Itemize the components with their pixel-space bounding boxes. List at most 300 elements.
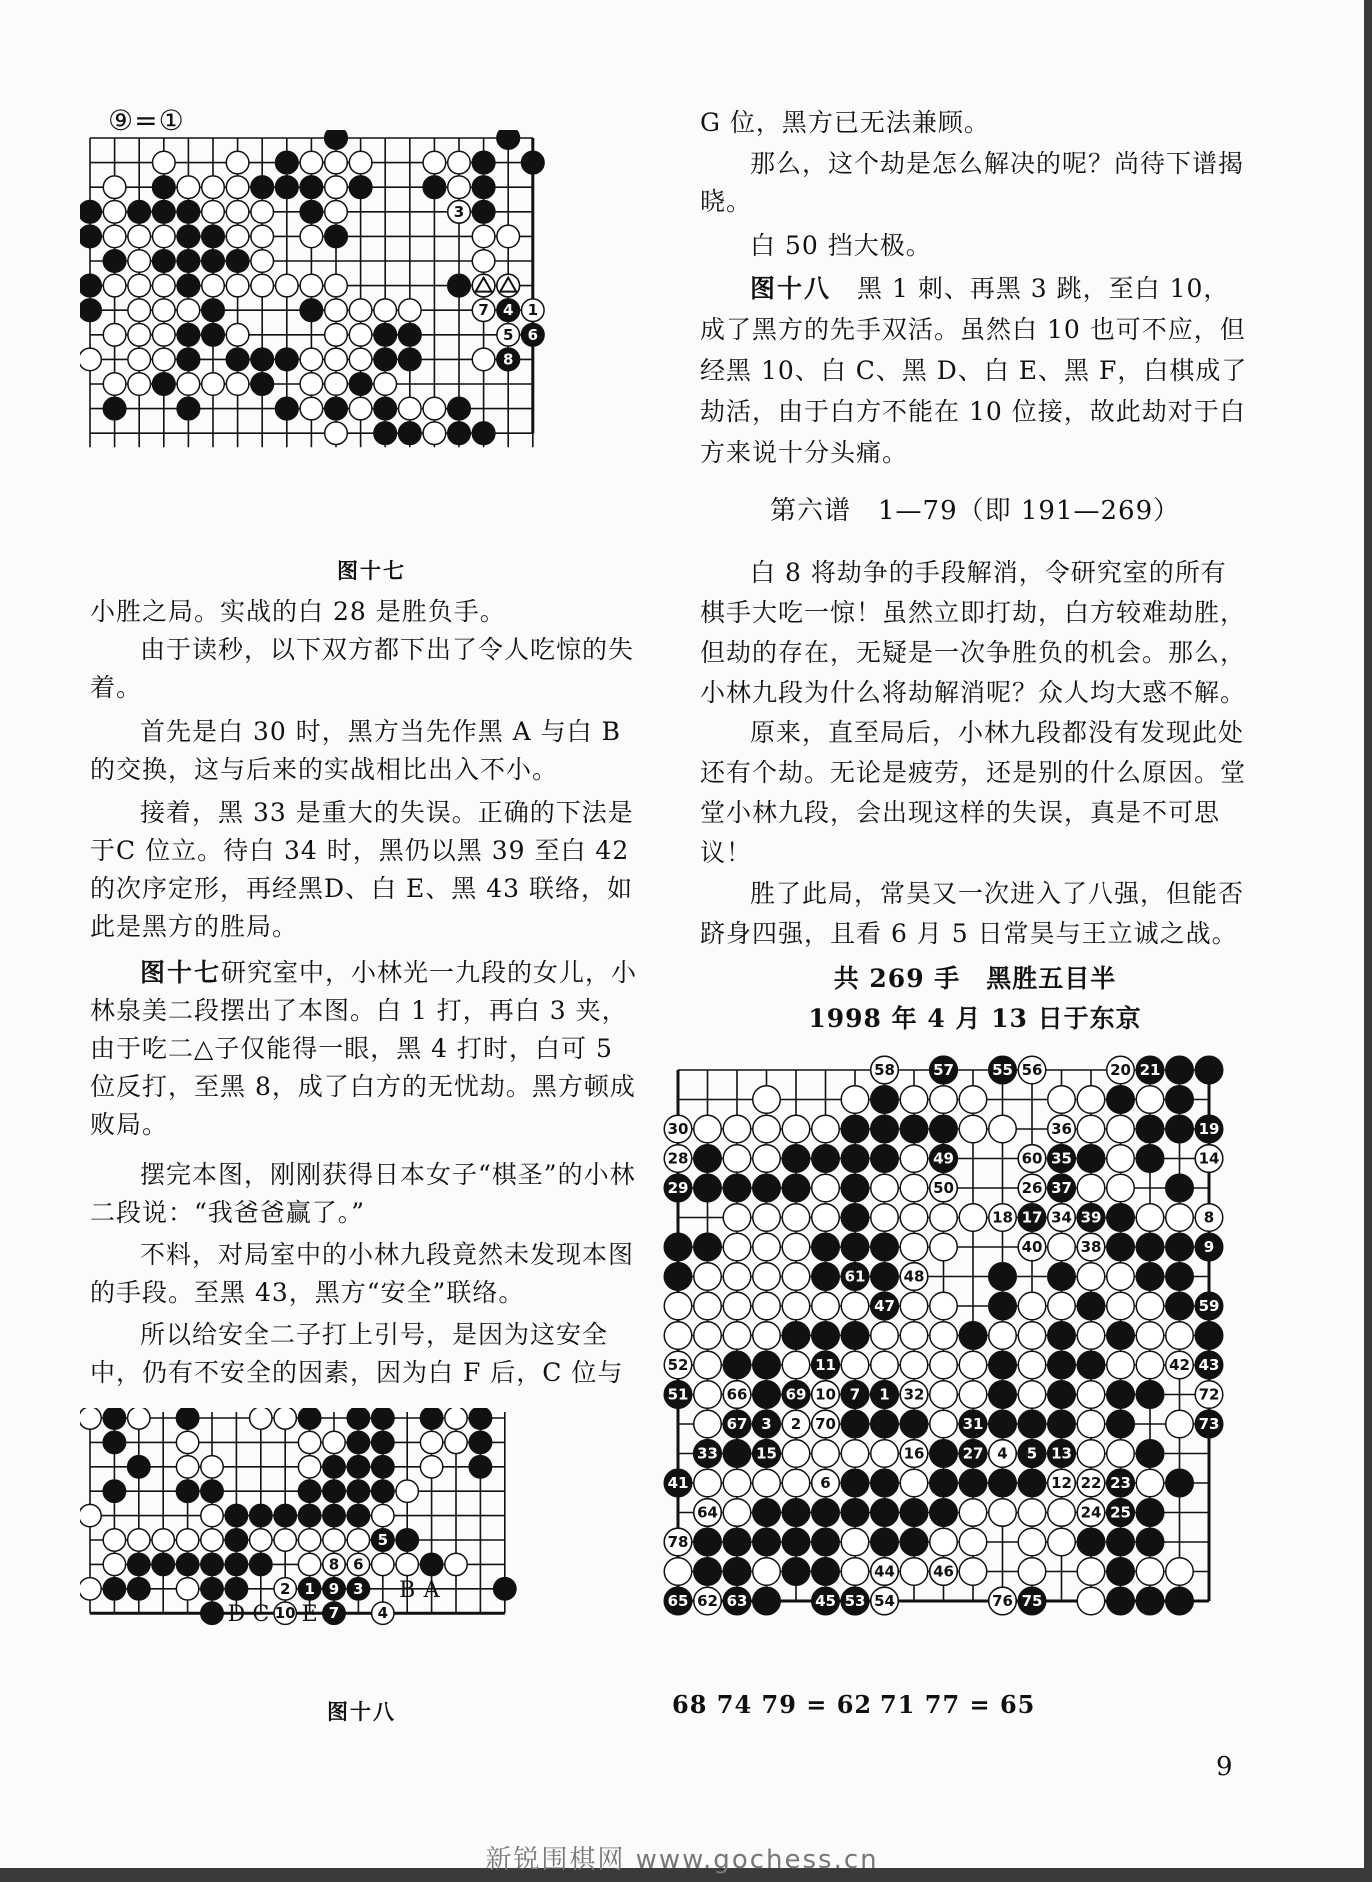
white-stone bbox=[812, 1292, 840, 1320]
white-stone bbox=[900, 1145, 928, 1173]
white-stone bbox=[1136, 1292, 1164, 1320]
black-stone bbox=[399, 324, 422, 347]
move-number: 6 bbox=[353, 1555, 364, 1574]
white-stone bbox=[445, 1553, 467, 1575]
white-stone bbox=[325, 348, 348, 371]
white-stone bbox=[226, 225, 249, 248]
move-number: 4 bbox=[377, 1604, 389, 1623]
black-stone bbox=[723, 1440, 751, 1468]
black-stone bbox=[841, 1233, 869, 1261]
white-stone bbox=[930, 1086, 958, 1114]
black-stone bbox=[1107, 1322, 1135, 1350]
white-stone bbox=[900, 1322, 928, 1350]
white-stone bbox=[80, 1504, 101, 1526]
white-stone bbox=[80, 1578, 101, 1600]
white-stone bbox=[276, 274, 299, 297]
black-stone bbox=[1107, 1558, 1135, 1586]
white-stone bbox=[472, 250, 495, 273]
black-stone bbox=[298, 1504, 320, 1526]
white-stone bbox=[1077, 1440, 1105, 1468]
move-number: 5 bbox=[502, 325, 514, 344]
black-stone bbox=[251, 176, 274, 199]
black-stone bbox=[1166, 1086, 1194, 1114]
white-stone bbox=[372, 1504, 394, 1526]
right-paragraph-2: 那么，这个劫是怎么解决的呢？尚待下谱揭晓。 bbox=[700, 149, 1245, 216]
white-stone bbox=[251, 201, 274, 224]
black-stone bbox=[103, 1431, 125, 1453]
black-stone bbox=[128, 1553, 150, 1575]
move-number: 8 bbox=[1203, 1208, 1215, 1227]
white-stone bbox=[930, 1204, 958, 1232]
move-number: 39 bbox=[1080, 1208, 1102, 1227]
white-stone bbox=[1018, 1528, 1046, 1556]
white-stone bbox=[841, 1440, 869, 1468]
white-stone bbox=[80, 1408, 101, 1429]
black-stone bbox=[1136, 1263, 1164, 1291]
move-number: 73 bbox=[1198, 1415, 1220, 1433]
white-stone bbox=[349, 151, 372, 174]
black-stone bbox=[1166, 1292, 1194, 1320]
white-stone bbox=[298, 1456, 320, 1478]
black-stone bbox=[472, 151, 495, 174]
move-number: 9 bbox=[1203, 1238, 1215, 1256]
white-stone bbox=[782, 1233, 810, 1261]
black-stone bbox=[959, 1322, 987, 1350]
black-stone bbox=[347, 1456, 369, 1478]
black-stone bbox=[1107, 1410, 1135, 1438]
move-number: 69 bbox=[785, 1385, 807, 1404]
black-stone bbox=[226, 250, 249, 273]
move-number: 54 bbox=[874, 1592, 895, 1610]
white-stone bbox=[445, 1431, 467, 1453]
move-number: 63 bbox=[726, 1592, 748, 1610]
move-number: 72 bbox=[1198, 1385, 1220, 1404]
black-stone bbox=[300, 201, 323, 224]
black-stone bbox=[989, 1263, 1017, 1291]
white-stone bbox=[399, 397, 422, 420]
black-stone bbox=[374, 397, 397, 420]
black-stone bbox=[472, 201, 495, 224]
black-stone bbox=[472, 176, 495, 199]
black-stone bbox=[1166, 1115, 1194, 1143]
black-stone bbox=[469, 1456, 491, 1478]
black-stone bbox=[1048, 1322, 1076, 1350]
black-stone bbox=[841, 1499, 869, 1527]
black-stone bbox=[298, 1408, 320, 1429]
white-stone bbox=[1107, 1292, 1135, 1320]
white-stone bbox=[1048, 1086, 1076, 1114]
black-stone bbox=[225, 1553, 247, 1575]
white-stone bbox=[349, 324, 372, 347]
move-number: 76 bbox=[992, 1592, 1013, 1610]
black-stone bbox=[694, 1145, 722, 1173]
white-stone bbox=[782, 1204, 810, 1232]
black-stone bbox=[871, 1528, 899, 1556]
black-stone bbox=[753, 1174, 781, 1202]
white-stone bbox=[841, 1351, 869, 1379]
black-stone bbox=[841, 1204, 869, 1232]
black-stone bbox=[871, 1086, 899, 1114]
black-stone bbox=[1048, 1381, 1076, 1409]
move-number: 53 bbox=[844, 1592, 866, 1610]
move-number: 10 bbox=[274, 1604, 296, 1623]
move-number: 16 bbox=[903, 1444, 925, 1463]
white-stone bbox=[871, 1351, 899, 1379]
white-stone bbox=[930, 1351, 958, 1379]
white-stone bbox=[1166, 1558, 1194, 1586]
white-stone bbox=[723, 1263, 751, 1291]
section-title: 第六谱 1—79（即 191—269） bbox=[770, 496, 1181, 526]
white-stone bbox=[1077, 1115, 1105, 1143]
black-stone bbox=[1107, 1233, 1135, 1261]
white-stone bbox=[153, 299, 176, 322]
white-stone bbox=[103, 274, 126, 297]
black-stone bbox=[497, 130, 520, 149]
black-stone bbox=[1018, 1410, 1046, 1438]
right-paragraph-4-text: 黑 1 刺、再黑 3 跳，至白 10，成了黑方的先手双活。虽然白 10 也可不应，但经黑 10、白 C、黑 D、白 E、黑 F，白棋成了劫活，由于白方不能在 10 位接，故此劫对于白方来说十分头痛。 bbox=[700, 274, 1248, 467]
black-stone bbox=[323, 1456, 345, 1478]
black-stone bbox=[1136, 1233, 1164, 1261]
black-stone bbox=[374, 348, 397, 371]
black-stone bbox=[349, 373, 372, 396]
black-stone bbox=[347, 1504, 369, 1526]
move-number: 35 bbox=[1051, 1149, 1072, 1168]
white-stone bbox=[349, 299, 372, 322]
black-stone bbox=[225, 1504, 247, 1526]
white-stone bbox=[1107, 1263, 1135, 1291]
white-stone bbox=[226, 151, 249, 174]
black-stone bbox=[1077, 1351, 1105, 1379]
move-number: 7 bbox=[478, 301, 489, 320]
move-number: 58 bbox=[874, 1061, 895, 1079]
move-number: 37 bbox=[1051, 1179, 1072, 1197]
white-stone bbox=[153, 324, 176, 347]
move-number: 55 bbox=[992, 1061, 1013, 1079]
white-stone bbox=[448, 176, 471, 199]
diagram18-caption: 图十八 bbox=[327, 1699, 396, 1724]
black-stone bbox=[1018, 1469, 1046, 1497]
white-stone bbox=[448, 151, 471, 174]
white-stone bbox=[753, 1233, 781, 1261]
white-stone bbox=[753, 1469, 781, 1497]
black-stone bbox=[420, 1553, 442, 1575]
diagram17-note: ⑨=① bbox=[108, 104, 185, 137]
white-stone bbox=[841, 1292, 869, 1320]
move-number: 5 bbox=[377, 1531, 389, 1549]
point-label: A bbox=[423, 1577, 440, 1603]
white-stone bbox=[349, 348, 372, 371]
white-stone bbox=[128, 274, 151, 297]
black-stone bbox=[80, 225, 101, 248]
white-stone bbox=[325, 299, 348, 322]
white-stone bbox=[251, 250, 274, 273]
white-stone bbox=[959, 1204, 987, 1232]
move-number: 50 bbox=[933, 1179, 954, 1197]
black-stone bbox=[153, 176, 176, 199]
white-stone bbox=[753, 1322, 781, 1350]
black-stone bbox=[1166, 1174, 1194, 1202]
black-stone bbox=[201, 1553, 223, 1575]
black-stone bbox=[298, 1480, 320, 1502]
move-number: 4 bbox=[997, 1444, 1008, 1463]
right-paragraph-6: 原来，直至局后，小林九段都没有发现此处还有个劫。无论是疲劳，还是别的什么原因。堂堂小林九段，会出现这样的失误，真是不可思议！ bbox=[700, 718, 1247, 867]
black-stone bbox=[128, 1578, 150, 1600]
black-stone bbox=[202, 324, 225, 347]
go-board-record-6 bbox=[656, 1048, 1284, 1688]
left-paragraph-7: 不料，对局室中的小林九段竟然未发现本图的手段。至黑 43，黑方“安全”联络。 bbox=[90, 1240, 635, 1307]
move-number: 32 bbox=[903, 1385, 925, 1404]
move-number: 42 bbox=[1169, 1356, 1190, 1374]
white-stone bbox=[226, 176, 249, 199]
black-stone bbox=[1048, 1351, 1076, 1379]
white-stone bbox=[959, 1558, 987, 1586]
left-paragraph-8: 所以给安全二子打上引号，是因为这安全中，仍有不安全的因素，因为白 F 后，C 位与 bbox=[90, 1320, 624, 1387]
white-stone bbox=[694, 1263, 722, 1291]
black-stone bbox=[841, 1469, 869, 1497]
white-stone bbox=[900, 1558, 928, 1586]
move-number: 12 bbox=[1051, 1474, 1072, 1492]
black-stone bbox=[226, 348, 249, 371]
black-stone bbox=[1048, 1410, 1076, 1438]
black-stone bbox=[871, 1469, 899, 1497]
white-stone bbox=[202, 373, 225, 396]
black-stone bbox=[225, 1529, 247, 1551]
white-stone bbox=[300, 151, 323, 174]
move-number: 23 bbox=[1110, 1474, 1131, 1492]
black-stone bbox=[423, 176, 446, 199]
black-stone bbox=[522, 151, 545, 174]
black-stone bbox=[152, 1553, 174, 1575]
black-stone bbox=[959, 1469, 987, 1497]
black-stone bbox=[664, 1233, 692, 1261]
move-number: 33 bbox=[697, 1444, 718, 1463]
black-stone bbox=[989, 1410, 1017, 1438]
black-stone bbox=[989, 1351, 1017, 1379]
black-stone bbox=[448, 397, 471, 420]
white-stone bbox=[153, 151, 176, 174]
black-stone bbox=[201, 1578, 223, 1600]
black-stone bbox=[841, 1174, 869, 1202]
black-stone bbox=[128, 1456, 150, 1478]
white-stone bbox=[959, 1351, 987, 1379]
white-stone bbox=[226, 373, 249, 396]
white-stone bbox=[1136, 1204, 1164, 1232]
move-number: 2 bbox=[279, 1579, 291, 1598]
white-stone bbox=[812, 1204, 840, 1232]
black-stone bbox=[1166, 1587, 1194, 1615]
white-stone bbox=[753, 1558, 781, 1586]
white-stone bbox=[250, 1408, 272, 1429]
black-stone bbox=[300, 299, 323, 322]
move-number: 2 bbox=[790, 1415, 802, 1433]
white-stone bbox=[664, 1292, 692, 1320]
white-stone bbox=[1048, 1499, 1076, 1527]
white-stone bbox=[900, 1204, 928, 1232]
move-number: 67 bbox=[726, 1415, 748, 1433]
white-stone bbox=[900, 1292, 928, 1320]
white-stone bbox=[323, 1431, 345, 1453]
white-stone bbox=[300, 274, 323, 297]
white-stone bbox=[782, 1292, 810, 1320]
white-stone bbox=[1077, 1410, 1105, 1438]
move-number: 31 bbox=[962, 1415, 984, 1433]
white-stone bbox=[871, 1322, 899, 1350]
black-stone bbox=[472, 422, 495, 445]
black-stone bbox=[694, 1233, 722, 1261]
white-stone bbox=[251, 274, 274, 297]
move-number: 46 bbox=[933, 1562, 954, 1581]
white-stone bbox=[423, 397, 446, 420]
black-stone bbox=[723, 1558, 751, 1586]
black-stone bbox=[250, 1504, 272, 1526]
white-stone bbox=[782, 1351, 810, 1379]
white-stone bbox=[1077, 1381, 1105, 1409]
move-number: 19 bbox=[1198, 1120, 1220, 1138]
white-stone bbox=[782, 1469, 810, 1497]
white-stone bbox=[103, 324, 126, 347]
black-stone bbox=[841, 1115, 869, 1143]
black-stone bbox=[202, 250, 225, 273]
white-stone bbox=[930, 1528, 958, 1556]
black-stone bbox=[871, 1263, 899, 1291]
white-stone bbox=[300, 397, 323, 420]
left-paragraph-5-text: 研究室中，小林光一九段的女儿，小林泉美二段摆出了本图。白 1 打，再白 3 夹，由于吃二△子仅能得一眼，黑 4 打时，白可 5 位反打，至黑 8，成了白方的无忧劫。黑方顿成败局。 bbox=[90, 958, 638, 1139]
black-stone bbox=[1077, 1145, 1105, 1173]
white-stone bbox=[128, 324, 151, 347]
black-stone bbox=[930, 1499, 958, 1527]
white-stone bbox=[723, 1292, 751, 1320]
black-stone bbox=[347, 1431, 369, 1453]
move-number: 27 bbox=[962, 1444, 984, 1463]
black-stone bbox=[871, 1115, 899, 1143]
black-stone bbox=[177, 250, 200, 273]
move-number: 11 bbox=[815, 1356, 836, 1374]
white-stone bbox=[103, 225, 126, 248]
white-stone bbox=[300, 348, 323, 371]
black-stone bbox=[812, 1558, 840, 1586]
white-stone bbox=[201, 1456, 223, 1478]
black-stone bbox=[1195, 1056, 1223, 1084]
white-stone bbox=[323, 1529, 345, 1551]
game-result: 共 269 手 黑胜五目半 bbox=[833, 964, 1117, 993]
move-number: 3 bbox=[353, 1579, 364, 1598]
move-number: 5 bbox=[1026, 1444, 1038, 1463]
white-stone bbox=[250, 1529, 272, 1551]
white-stone bbox=[694, 1381, 722, 1409]
black-stone bbox=[323, 1480, 345, 1502]
page-number: 9 bbox=[1216, 1752, 1233, 1782]
white-stone bbox=[1077, 1263, 1105, 1291]
black-stone bbox=[782, 1322, 810, 1350]
white-stone bbox=[103, 1529, 125, 1551]
black-stone bbox=[723, 1351, 751, 1379]
white-stone bbox=[300, 225, 323, 248]
white-stone bbox=[871, 1204, 899, 1232]
white-stone bbox=[753, 1145, 781, 1173]
white-stone bbox=[325, 201, 348, 224]
white-stone bbox=[723, 1322, 751, 1350]
move-number: 44 bbox=[874, 1562, 895, 1581]
white-stone bbox=[723, 1145, 751, 1173]
white-stone bbox=[753, 1263, 781, 1291]
move-number: 17 bbox=[1021, 1208, 1043, 1227]
move-number: 61 bbox=[844, 1267, 866, 1286]
white-stone bbox=[930, 1233, 958, 1261]
black-stone bbox=[782, 1558, 810, 1586]
black-stone bbox=[176, 1408, 198, 1429]
right-paragraph-1: G 位，黑方已无法兼顾。 bbox=[700, 108, 990, 137]
white-stone bbox=[325, 176, 348, 199]
black-stone bbox=[1077, 1292, 1105, 1320]
black-stone bbox=[372, 1431, 394, 1453]
white-stone bbox=[812, 1115, 840, 1143]
white-stone bbox=[201, 1529, 223, 1551]
white-stone bbox=[1166, 1204, 1194, 1232]
black-stone bbox=[80, 201, 101, 224]
white-stone bbox=[374, 373, 397, 396]
black-stone bbox=[374, 422, 397, 445]
white-stone bbox=[374, 299, 397, 322]
move-number: 41 bbox=[667, 1474, 689, 1492]
move-number: 1 bbox=[879, 1385, 890, 1404]
white-stone bbox=[841, 1528, 869, 1556]
white-stone bbox=[202, 274, 225, 297]
move-number: 75 bbox=[1021, 1592, 1043, 1610]
black-stone bbox=[325, 130, 348, 149]
black-stone bbox=[1077, 1528, 1105, 1556]
white-stone bbox=[694, 1410, 722, 1438]
black-stone bbox=[1136, 1587, 1164, 1615]
white-stone bbox=[753, 1204, 781, 1232]
left-paragraph-3: 首先是白 30 时，黑方当先作黑 A 与白 B 的交换，这与后来的实战相比出入不小。 bbox=[90, 717, 621, 784]
white-stone bbox=[298, 1431, 320, 1453]
black-stone bbox=[153, 250, 176, 273]
white-stone bbox=[128, 1408, 150, 1429]
white-stone bbox=[274, 1408, 296, 1429]
white-stone bbox=[325, 422, 348, 445]
black-stone bbox=[469, 1408, 491, 1429]
black-stone bbox=[103, 1408, 125, 1429]
black-stone bbox=[448, 274, 471, 297]
black-stone bbox=[753, 1499, 781, 1527]
white-stone bbox=[399, 299, 422, 322]
move-number: 60 bbox=[1021, 1149, 1043, 1168]
black-stone bbox=[399, 348, 422, 371]
black-stone bbox=[1136, 1145, 1164, 1173]
white-stone bbox=[723, 1499, 751, 1527]
move-number: 22 bbox=[1080, 1474, 1102, 1492]
white-stone bbox=[153, 274, 176, 297]
white-stone bbox=[959, 1086, 987, 1114]
white-stone bbox=[274, 1529, 296, 1551]
black-stone bbox=[372, 1480, 394, 1502]
move-number: 52 bbox=[667, 1356, 689, 1374]
black-stone bbox=[723, 1174, 751, 1202]
black-stone bbox=[900, 1499, 928, 1527]
white-stone bbox=[396, 1553, 418, 1575]
black-stone bbox=[325, 225, 348, 248]
black-stone bbox=[664, 1263, 692, 1291]
go-board-diagram-18 bbox=[80, 1408, 640, 1676]
left-paragraph-2: 由于读秒，以下双方都下出了令人吃惊的失着。 bbox=[90, 635, 635, 702]
white-stone bbox=[128, 373, 151, 396]
black-stone bbox=[871, 1233, 899, 1261]
black-stone bbox=[1107, 1528, 1135, 1556]
move-number: 30 bbox=[667, 1120, 689, 1138]
white-stone bbox=[1018, 1351, 1046, 1379]
white-stone bbox=[1048, 1528, 1076, 1556]
black-stone bbox=[177, 324, 200, 347]
